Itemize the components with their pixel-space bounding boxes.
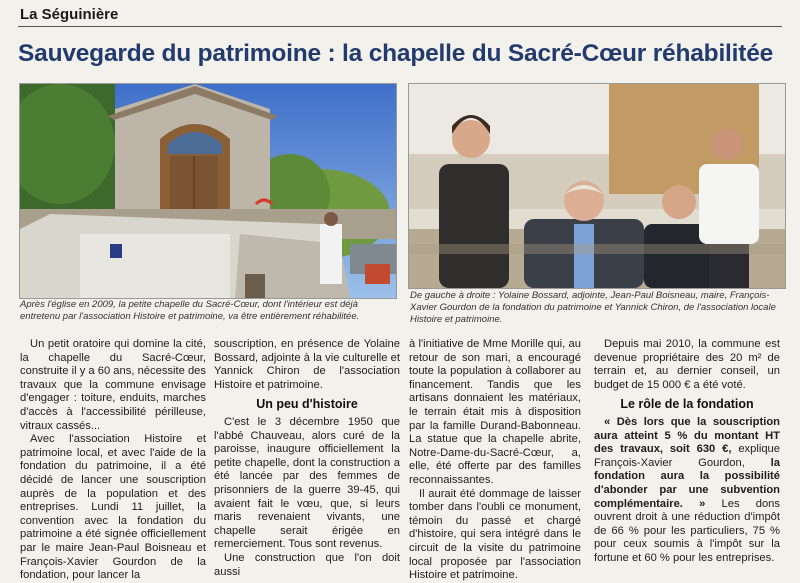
paragraph: Il aurait été dommage de laisser tomber dans l'oubli ce monument, témoin du passé et chargé d'histoire, qui sera intégré dans le circuit de la visite du patrimoine local proposée par l'association Histoire et patrimoine. <box>409 487 581 582</box>
quote-paragraph <box>594 416 780 566</box>
paragraph: C'est le 3 décembre 1950 que l'abbé Chauveau, alors curé de la paroisse, inaugure officiellement la petite chapelle, dont la construction a été lancée par des femmes de prisonniers de la guerre 39-45, qui avaient fait le vœu, que, si leurs maris revenaient vivants, une chapelle serait érigée en remerciement. Tous sont revenus. <box>214 415 400 551</box>
paragraph: souscription, en présence de Yolaine Bossard, adjointe à la vie culturelle et Yannick Chiron de l'association Histoire et patrimoine. <box>214 338 400 391</box>
group-illustration <box>409 84 785 288</box>
section-kicker: La Séguinière <box>20 6 119 23</box>
chapel-photo <box>19 83 397 299</box>
group-photo <box>408 83 786 289</box>
subheading-history: Un peu d'histoire <box>256 397 358 412</box>
paragraph: Une construction que l'on doit aussi <box>214 551 400 578</box>
article-column-2 <box>214 338 400 579</box>
paragraph: Avec l'association Histoire et patrimoine local, et avec l'aide de la fondation du patrimoine, il a été décidé de lancer une souscription auprès de la population et des entreprises. Lundi 11 juillet, la convention avec la fondation du patrimoine a été signée officiellement par le maire Jean-Paul Boisneau et François-Xavier Gourdon de la fondation, pour lancer la <box>20 433 206 582</box>
quote-tail: Les dons ouvrent droit à une réduction d'impôt de 66 % pour les particuliers, 75 % pour ceux soumis à l'impôt sur la fortune et 60 % pour les entreprises. <box>594 497 780 564</box>
quote-part-a: « Dès lors que la souscription aura atteint 5 % du montant HT des travaux, soit 630 €, <box>594 415 780 456</box>
group-photo-caption: De gauche à droite : Yolaine Bossard, adjointe, Jean-Paul Boisneau, maire, François-Xavier Gourdon de la fondation du patrimoine et Yannick Chiron, de l'association locale Histoire et patrimoine. <box>410 290 776 325</box>
header-rule <box>18 26 782 27</box>
article-column-3 <box>409 338 581 583</box>
article-column-4 <box>594 338 780 566</box>
subheading-foundation: Le rôle de la fondation <box>620 397 754 412</box>
article-column-1 <box>20 338 206 583</box>
paragraph: Depuis mai 2010, la commune est devenue propriétaire des 20 m² de terrain et, au dernier conseil, un budget de 15 000 € a été voté. <box>594 338 780 391</box>
paragraph: Un petit oratoire qui domine la cité, la chapelle du Sacré-Cœur, construite il y a 60 ans, nécessite des travaux que la commune envisage d'engager : toiture, enduits, marches d'accès à l'accessibilité périlleuse, vitraux cassés... <box>20 338 206 432</box>
quote-part-b: la fondation aura la possibilité d'abonder par une subvention complémentaire. » <box>594 456 780 510</box>
paragraph: à l'initiative de Mme Morille qui, au retour de son mari, a encouragé toute la population à collaborer au financement. Tandis que les artisans donnaient les matériaux, le terrain était mis à disposition par la famille Durand-Babonneau. La statue que la chapelle abrite, Notre-Dame-du-Sacré-Cœur, a, elle, été offerte par des familles reconnaissantes. <box>409 338 581 486</box>
quote-speaker: explique François-Xavier Gourdon, <box>594 443 780 469</box>
article-headline: Sauvegarde du patrimoine : la chapelle du Sacré-Cœur réhabilitée <box>18 40 774 67</box>
chapel-illustration <box>20 84 396 298</box>
chapel-photo-caption: Après l'église en 2009, la petite chapelle du Sacré-Cœur, dont l'intérieur est déjà entretenu par l'association Histoire et patrimoine, va être entièrement réhabilitée. <box>20 299 360 322</box>
